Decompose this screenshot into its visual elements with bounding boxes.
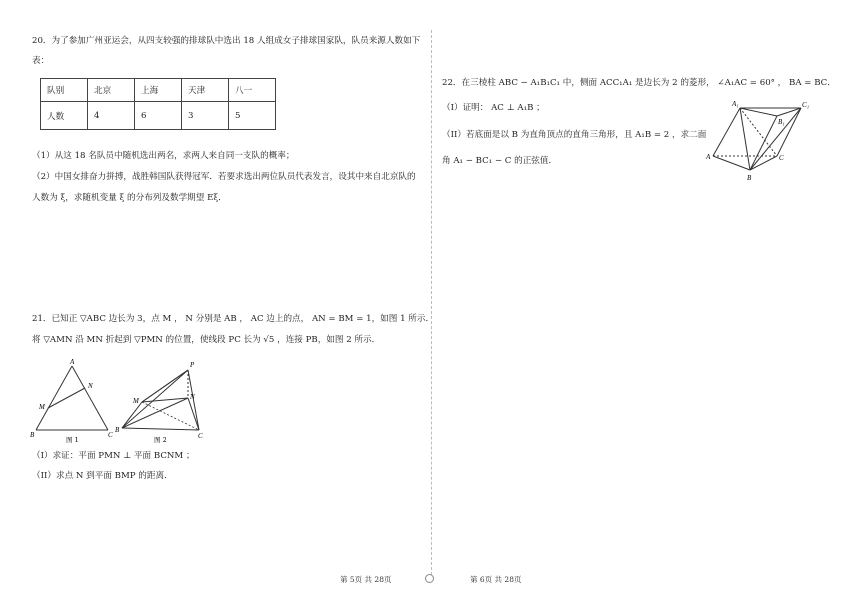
q20-part2: （2）中国女排奋力拼搏，战胜韩国队获得冠军．若要求选出两位队员代表发言，设其中来自北京队的 bbox=[32, 172, 416, 182]
fig1-label-a: A bbox=[70, 358, 75, 366]
q21-figure2 bbox=[114, 358, 209, 444]
fig2-label-p: P bbox=[190, 361, 195, 369]
q20-intro-line1: 20．为了参加广州亚运会，从四支较强的排球队中选出 18 人组成女子排球国家队，队员来源人数如下 bbox=[32, 36, 421, 46]
q22-part1: （I）证明： AC ⊥ A₁B ； bbox=[442, 103, 545, 113]
fig2-label-n: N bbox=[190, 393, 195, 401]
q21-line1: 21．已知正 ▽ABC 边长为 3，点 M ， N 分别是 AB ， AC 边上的点， AN = BM = 1，如图 1 所示． bbox=[32, 314, 435, 324]
prism-label-c1: C₁ bbox=[802, 101, 810, 109]
q20-part1: （1）从这 18 名队员中随机选出两名，求两人来自同一支队的概率； bbox=[32, 151, 295, 161]
table-cell: 八一 bbox=[229, 79, 276, 102]
team-table bbox=[40, 78, 276, 130]
q21-line2: 将 ▽AMN 沿 MN 折起到 ▽PMN 的位置，使线段 PC 长为 √5 ，连接 PB，如图 2 所示． bbox=[32, 335, 381, 345]
fig2-caption: 图 2 bbox=[154, 436, 167, 444]
table-row bbox=[41, 102, 276, 130]
fig1-caption: 图 1 bbox=[66, 436, 79, 444]
q22-part2: （II）若底面是以 B 为直角顶点的直角三角形，且 A₁B = 2 ，求二面 bbox=[442, 130, 707, 140]
table-cell: 3 bbox=[182, 102, 229, 130]
q21-part1: （I）求证：平面 PMN ⊥ 平面 BCNM ； bbox=[32, 451, 195, 461]
q22-line1: 22．在三棱柱 ABC − A₁B₁C₁ 中，侧面 ACC₁A₁ 是边长为 2 的菱形， ∠A₁AC = 60° ， BA = BC． bbox=[442, 78, 836, 88]
prism-label-c: C bbox=[779, 154, 784, 162]
q22-prism-figure bbox=[705, 98, 815, 184]
q21-part2: （II）求点 N 到平面 BMP 的距离． bbox=[32, 471, 173, 481]
table-cell: 上海 bbox=[135, 79, 182, 102]
fig1-label-c: C bbox=[108, 431, 113, 439]
table-cell: 北京 bbox=[88, 79, 135, 102]
table-cell: 人数 bbox=[41, 102, 88, 130]
footer-page-right: 第 6页 共 28页 bbox=[470, 575, 522, 584]
fig1-label-b: B bbox=[30, 431, 35, 439]
prism-label-b: B bbox=[747, 174, 752, 182]
table-cell: 天津 bbox=[182, 79, 229, 102]
table-cell: 4 bbox=[88, 102, 135, 130]
footer-page-left: 第 5页 共 28页 bbox=[340, 575, 392, 584]
q20-intro-line2: 表： bbox=[32, 56, 50, 66]
table-cell: 5 bbox=[229, 102, 276, 130]
q22-part2-cont: 角 A₁ − BC₁ − C 的正弦值． bbox=[442, 156, 558, 166]
prism-label-a: A bbox=[706, 153, 711, 161]
table-cell: 6 bbox=[135, 102, 182, 130]
table-cell: 队别 bbox=[41, 79, 88, 102]
q21-figure1 bbox=[28, 358, 118, 444]
fig2-label-c: C bbox=[198, 432, 203, 440]
prism-label-b1: B₁ bbox=[778, 118, 785, 126]
q20-part2-cont: 人数为 ξ，求随机变量 ξ 的分布列及数学期望 Eξ． bbox=[32, 193, 227, 203]
page-divider bbox=[431, 30, 432, 575]
binding-hole bbox=[425, 574, 434, 583]
fig2-label-m: M bbox=[133, 397, 139, 405]
fig1-label-m: M bbox=[39, 403, 45, 411]
fig2-label-b: B bbox=[115, 426, 120, 434]
prism-label-a1: A₁ bbox=[732, 100, 739, 108]
fig1-label-n: N bbox=[88, 382, 93, 390]
table-header-row bbox=[41, 79, 276, 102]
